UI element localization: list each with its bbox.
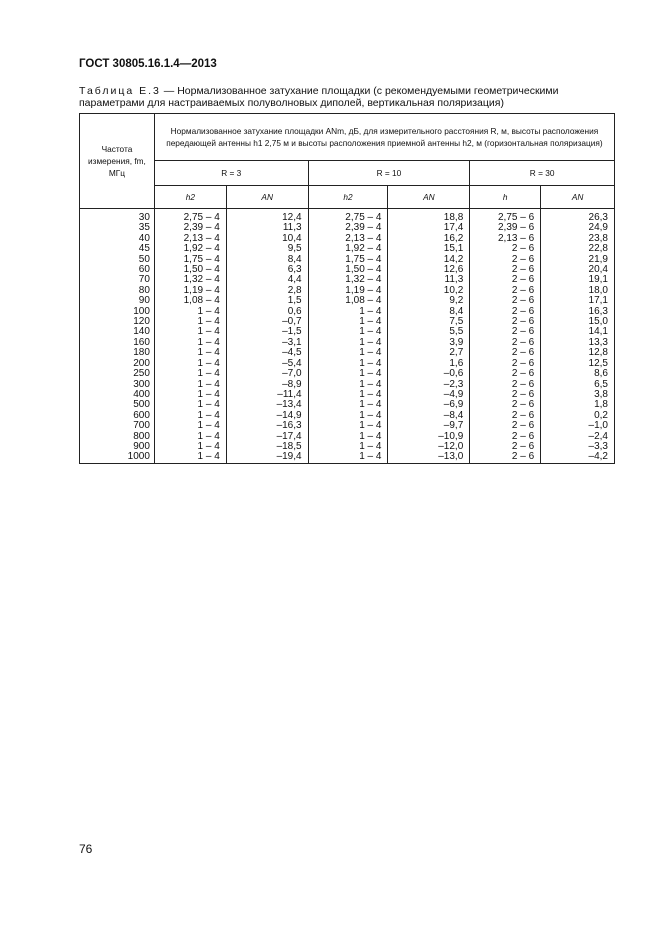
height-range-cell: 2 – 6	[470, 244, 541, 254]
height-range-cell: 1,19 – 4	[308, 286, 388, 296]
height-range-cell: 1 – 4	[308, 369, 388, 379]
attenuation-cell: –6,9	[388, 400, 470, 410]
attenuation-cell: 3,8	[541, 390, 615, 400]
height-range-cell: 2,75 – 4	[308, 209, 388, 224]
height-range-cell: 1 – 4	[154, 432, 226, 442]
height-range-cell: 1 – 4	[308, 307, 388, 317]
height-range-cell: 1 – 4	[154, 307, 226, 317]
attenuation-cell: 22,8	[541, 244, 615, 254]
table-row	[80, 317, 615, 327]
attenuation-cell: 20,4	[541, 265, 615, 275]
attenuation-cell: 18,8	[388, 209, 470, 224]
height-range-cell: 1 – 4	[154, 400, 226, 410]
height-range-cell: 1 – 4	[154, 411, 226, 421]
height-range-cell: 1 – 4	[308, 390, 388, 400]
table-row	[80, 411, 615, 421]
height-range-cell: 1 – 4	[154, 348, 226, 358]
attenuation-cell: 7,5	[388, 317, 470, 327]
height-range-cell: 2,13 – 4	[308, 234, 388, 244]
attenuation-table	[79, 113, 615, 464]
height-range-cell: 2 – 6	[470, 265, 541, 275]
distance-header-r30: R = 30	[470, 161, 615, 186]
height-range-cell: 1 – 4	[308, 359, 388, 369]
height-range-cell: 2,39 – 6	[470, 223, 541, 233]
frequency-cell: 120	[80, 317, 155, 327]
frequency-cell: 300	[80, 380, 155, 390]
table-row	[80, 452, 615, 463]
height-range-cell: 1 – 4	[154, 380, 226, 390]
attenuation-cell: –11,4	[226, 390, 308, 400]
table-row	[80, 327, 615, 337]
table-body	[80, 209, 615, 464]
attenuation-cell: 12,6	[388, 265, 470, 275]
attenuation-cell: –0,7	[226, 317, 308, 327]
attenuation-cell: 23,8	[541, 234, 615, 244]
height-range-cell: 1 – 4	[154, 442, 226, 452]
attenuation-cell: –17,4	[226, 432, 308, 442]
table-row	[80, 338, 615, 348]
attenuation-cell: –4,5	[226, 348, 308, 358]
attenuation-cell: –10,9	[388, 432, 470, 442]
frequency-cell: 30	[80, 209, 155, 224]
frequency-cell: 180	[80, 348, 155, 358]
attenuation-cell: 16,2	[388, 234, 470, 244]
attenuation-cell: –4,9	[388, 390, 470, 400]
height-range-cell: 2 – 6	[470, 307, 541, 317]
height-range-cell: 1 – 4	[308, 432, 388, 442]
attenuation-cell: –2,3	[388, 380, 470, 390]
attenuation-cell: 17,4	[388, 223, 470, 233]
height-range-cell: 1 – 4	[154, 390, 226, 400]
attenuation-cell: –9,7	[388, 421, 470, 431]
height-range-cell: 1 – 4	[154, 317, 226, 327]
table-row	[80, 307, 615, 317]
distance-header-r10: R = 10	[308, 161, 470, 186]
table-row	[80, 369, 615, 379]
frequency-cell: 90	[80, 296, 155, 306]
attenuation-cell: –8,9	[226, 380, 308, 390]
attenuation-subheader: AN	[541, 186, 615, 209]
height-range-cell: 2,39 – 4	[154, 223, 226, 233]
table-caption-text: — Нормализованное затухание площадки (с рекомендуемыми геометрическими параметрами для настраиваемых полуволновых диполей, вертикальная поляризация)	[79, 85, 559, 109]
attenuation-cell: 0,6	[226, 307, 308, 317]
attenuation-cell: –5,4	[226, 359, 308, 369]
height-range-cell: 2 – 6	[470, 400, 541, 410]
height-range-cell: 2 – 6	[470, 327, 541, 337]
attenuation-cell: –8,4	[388, 411, 470, 421]
attenuation-cell: 14,1	[541, 327, 615, 337]
attenuation-subheader: AN	[226, 186, 308, 209]
attenuation-subheader: AN	[388, 186, 470, 209]
height-range-cell: 1 – 4	[308, 327, 388, 337]
height-range-cell: 2,13 – 6	[470, 234, 541, 244]
frequency-cell: 200	[80, 359, 155, 369]
height-range-cell: 1,92 – 4	[154, 244, 226, 254]
frequency-cell: 35	[80, 223, 155, 233]
attenuation-cell: 15,1	[388, 244, 470, 254]
attenuation-cell: 12,8	[541, 348, 615, 358]
height-range-cell: 2 – 6	[470, 452, 541, 463]
table-row	[80, 296, 615, 306]
attenuation-cell: –12,0	[388, 442, 470, 452]
table-row	[80, 359, 615, 369]
attenuation-cell: –1,5	[226, 327, 308, 337]
height-range-cell: 1 – 4	[154, 359, 226, 369]
attenuation-cell: 21,9	[541, 255, 615, 265]
attenuation-cell: 18,0	[541, 286, 615, 296]
attenuation-cell: –3,3	[541, 442, 615, 452]
height-range-cell: 2 – 6	[470, 380, 541, 390]
height-range-cell: 1,08 – 4	[154, 296, 226, 306]
height-range-cell: 2 – 6	[470, 286, 541, 296]
frequency-cell: 50	[80, 255, 155, 265]
attenuation-cell: –4,2	[541, 452, 615, 463]
frequency-cell: 250	[80, 369, 155, 379]
attenuation-cell: 8,4	[388, 307, 470, 317]
attenuation-cell: 10,2	[388, 286, 470, 296]
height-range-cell: 1 – 4	[154, 452, 226, 463]
height-range-cell: 1 – 4	[308, 421, 388, 431]
attenuation-cell: –1,0	[541, 421, 615, 431]
attenuation-cell: 19,1	[541, 275, 615, 285]
attenuation-cell: 6,3	[226, 265, 308, 275]
frequency-cell: 1000	[80, 452, 155, 463]
attenuation-cell: –3,1	[226, 338, 308, 348]
attenuation-cell: –13,4	[226, 400, 308, 410]
frequency-cell: 100	[80, 307, 155, 317]
height-range-cell: 1 – 4	[308, 411, 388, 421]
height-range-cell: 1 – 4	[308, 317, 388, 327]
attenuation-cell: 14,2	[388, 255, 470, 265]
attenuation-cell: 24,9	[541, 223, 615, 233]
height-range-cell: 1,50 – 4	[154, 265, 226, 275]
attenuation-cell: 2,8	[226, 286, 308, 296]
height-range-cell: 2 – 6	[470, 348, 541, 358]
height-range-cell: 2,39 – 4	[308, 223, 388, 233]
frequency-cell: 80	[80, 286, 155, 296]
attenuation-cell: 11,3	[226, 223, 308, 233]
table-row	[80, 421, 615, 431]
attenuation-cell: –13,0	[388, 452, 470, 463]
height-range-cell: 2 – 6	[470, 369, 541, 379]
height-range-cell: 1,19 – 4	[154, 286, 226, 296]
attenuation-cell: 2,7	[388, 348, 470, 358]
table-row	[80, 442, 615, 452]
height-range-cell: 1,50 – 4	[308, 265, 388, 275]
table-row	[80, 432, 615, 442]
table-row	[80, 380, 615, 390]
attenuation-cell: 15,0	[541, 317, 615, 327]
height-range-cell: 2,13 – 4	[154, 234, 226, 244]
attenuation-cell: –14,9	[226, 411, 308, 421]
height-range-cell: 2 – 6	[470, 432, 541, 442]
attenuation-group-header: Нормализованное затухание площадки ANm, дБ, для измерительного расстояния R, м, высоты расположения передающей антенны h1 2,75 м и высоты расположения приемной антенны h2, м (горизонтальная поляризация)	[154, 114, 614, 161]
height-subheader: h	[470, 186, 541, 209]
attenuation-cell: 1,8	[541, 400, 615, 410]
height-range-cell: 2 – 6	[470, 338, 541, 348]
attenuation-cell: 0,2	[541, 411, 615, 421]
attenuation-cell: 9,2	[388, 296, 470, 306]
height-range-cell: 2 – 6	[470, 255, 541, 265]
frequency-cell: 900	[80, 442, 155, 452]
attenuation-cell: –19,4	[226, 452, 308, 463]
height-range-cell: 1,75 – 4	[308, 255, 388, 265]
attenuation-cell: 8,6	[541, 369, 615, 379]
attenuation-cell: 13,3	[541, 338, 615, 348]
height-range-cell: 1 – 4	[154, 327, 226, 337]
table-row	[80, 400, 615, 410]
table-row	[80, 209, 615, 224]
frequency-cell: 70	[80, 275, 155, 285]
table-row	[80, 348, 615, 358]
attenuation-cell: –18,5	[226, 442, 308, 452]
page-number: 76	[79, 842, 93, 856]
height-range-cell: 1 – 4	[154, 369, 226, 379]
attenuation-cell: 9,5	[226, 244, 308, 254]
height-range-cell: 1 – 4	[154, 421, 226, 431]
attenuation-cell: 17,1	[541, 296, 615, 306]
frequency-cell: 140	[80, 327, 155, 337]
height-range-cell: 1,08 – 4	[308, 296, 388, 306]
frequency-cell: 40	[80, 234, 155, 244]
attenuation-cell: –16,3	[226, 421, 308, 431]
frequency-cell: 400	[80, 390, 155, 400]
height-range-cell: 2 – 6	[470, 390, 541, 400]
height-range-cell: 2 – 6	[470, 317, 541, 327]
attenuation-cell: –7,0	[226, 369, 308, 379]
frequency-cell: 700	[80, 421, 155, 431]
document-header: ГОСТ 30805.16.1.4—2013	[79, 58, 217, 70]
height-range-cell: 2 – 6	[470, 442, 541, 452]
table-row	[80, 390, 615, 400]
height-range-cell: 2 – 6	[470, 359, 541, 369]
attenuation-cell: 1,6	[388, 359, 470, 369]
frequency-cell: 500	[80, 400, 155, 410]
attenuation-cell: 26,3	[541, 209, 615, 224]
height-range-cell: 2,75 – 6	[470, 209, 541, 224]
height-range-cell: 1 – 4	[308, 442, 388, 452]
attenuation-cell: –0,6	[388, 369, 470, 379]
frequency-cell: 160	[80, 338, 155, 348]
height-range-cell: 1 – 4	[308, 338, 388, 348]
height-range-cell: 2,75 – 4	[154, 209, 226, 224]
attenuation-cell: 6,5	[541, 380, 615, 390]
attenuation-cell: –2,4	[541, 432, 615, 442]
attenuation-cell: 8,4	[226, 255, 308, 265]
attenuation-cell: 12,5	[541, 359, 615, 369]
attenuation-cell: 10,4	[226, 234, 308, 244]
height-range-cell: 1,75 – 4	[154, 255, 226, 265]
height-range-cell: 1 – 4	[308, 400, 388, 410]
height-range-cell: 1 – 4	[308, 380, 388, 390]
height-range-cell: 1,32 – 4	[154, 275, 226, 285]
table-caption	[79, 85, 614, 109]
attenuation-cell: 16,3	[541, 307, 615, 317]
frequency-cell: 45	[80, 244, 155, 254]
frequency-column-header: Частота измерения, fm, МГц	[80, 114, 155, 209]
attenuation-cell: 3,9	[388, 338, 470, 348]
attenuation-cell: 4,4	[226, 275, 308, 285]
frequency-cell: 800	[80, 432, 155, 442]
attenuation-cell: 1,5	[226, 296, 308, 306]
attenuation-cell: 12,4	[226, 209, 308, 224]
height-range-cell: 1 – 4	[154, 338, 226, 348]
attenuation-cell: 11,3	[388, 275, 470, 285]
height-range-cell: 2 – 6	[470, 411, 541, 421]
height-range-cell: 2 – 6	[470, 275, 541, 285]
table-caption-label: Таблица Е.3	[79, 85, 161, 97]
height-range-cell: 1,92 – 4	[308, 244, 388, 254]
frequency-cell: 600	[80, 411, 155, 421]
height-range-cell: 1,32 – 4	[308, 275, 388, 285]
height-subheader: h2	[154, 186, 226, 209]
height-subheader: h2	[308, 186, 388, 209]
attenuation-cell: 5,5	[388, 327, 470, 337]
height-range-cell: 1 – 4	[308, 452, 388, 463]
height-range-cell: 2 – 6	[470, 421, 541, 431]
distance-header-r3: R = 3	[154, 161, 308, 186]
height-range-cell: 2 – 6	[470, 296, 541, 306]
frequency-cell: 60	[80, 265, 155, 275]
height-range-cell: 1 – 4	[308, 348, 388, 358]
